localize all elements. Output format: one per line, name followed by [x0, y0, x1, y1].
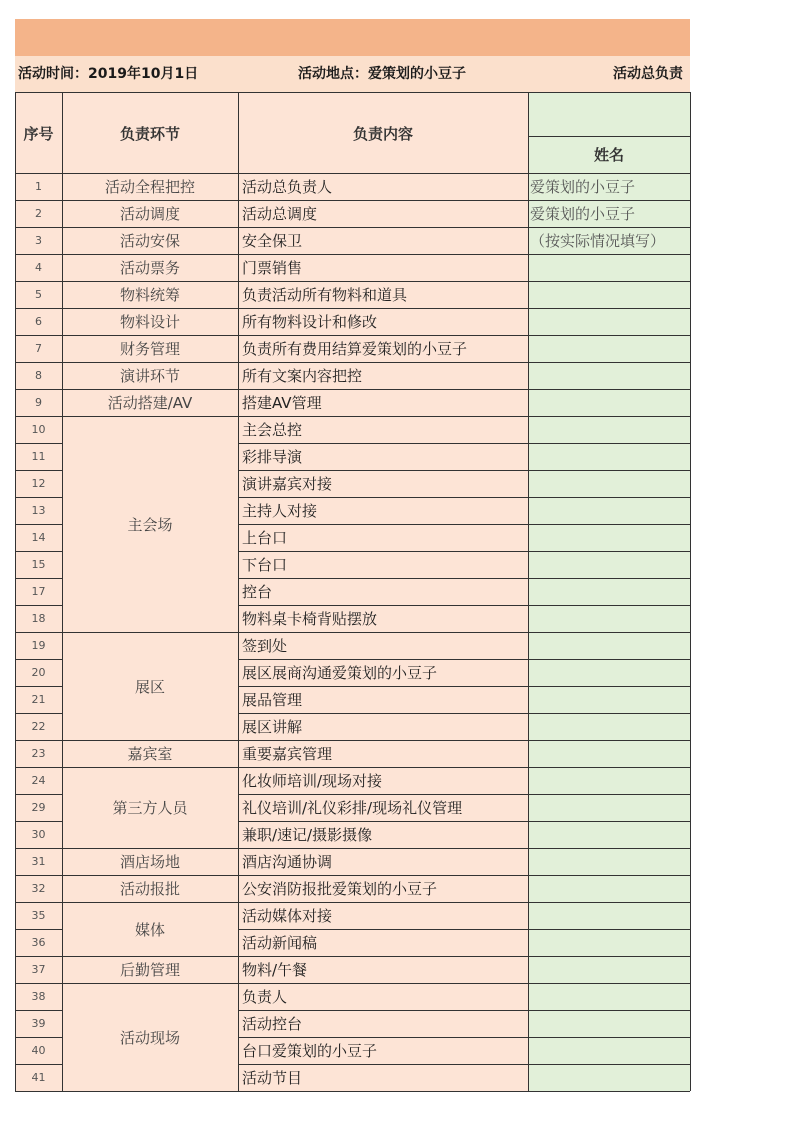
grid-vline: [528, 92, 529, 1091]
row-name-cell[interactable]: [528, 308, 690, 335]
grid-hline: [15, 686, 62, 687]
row-content: 所有物料设计和修改: [238, 308, 528, 335]
row-name-cell[interactable]: [528, 767, 690, 794]
row-content: 展区讲解: [238, 713, 528, 740]
grid-hline: [238, 902, 690, 903]
grid-hline: [15, 281, 62, 282]
grid-hline: [15, 740, 62, 741]
section-cell: 活动全程把控: [62, 173, 238, 200]
row-number: 22: [15, 713, 62, 740]
row-name-cell[interactable]: [528, 929, 690, 956]
grid-hline: [62, 956, 238, 957]
row-number: 4: [15, 254, 62, 281]
grid-hline: [238, 497, 690, 498]
grid-hline: [15, 767, 62, 768]
row-name-cell[interactable]: [528, 1010, 690, 1037]
grid-hline: [62, 200, 238, 201]
grid-hline: [62, 227, 238, 228]
row-number: 39: [15, 1010, 62, 1037]
row-name-cell[interactable]: [528, 362, 690, 389]
grid-vline: [62, 92, 63, 1091]
row-content: 门票销售: [238, 254, 528, 281]
header-index: 序号: [15, 93, 62, 173]
grid-hline: [62, 254, 238, 255]
grid-hline: [15, 308, 62, 309]
row-number: 14: [15, 524, 62, 551]
section-cell: 演讲环节: [62, 362, 238, 389]
activity-owner-label: 活动总负责: [613, 66, 683, 82]
row-content: 活动媒体对接: [238, 902, 528, 929]
row-name-cell[interactable]: [528, 983, 690, 1010]
grid-hline: [15, 389, 62, 390]
grid-hline: [15, 902, 62, 903]
row-name-cell[interactable]: [528, 821, 690, 848]
row-number: 18: [15, 605, 62, 632]
row-number: 29: [15, 794, 62, 821]
grid-hline: [15, 794, 62, 795]
activity-time: 活动时间：2019年10月1日: [18, 66, 199, 82]
row-name-cell[interactable]: [528, 281, 690, 308]
row-content: 酒店沟通协调: [238, 848, 528, 875]
grid-hline: [238, 767, 690, 768]
row-number: 38: [15, 983, 62, 1010]
grid-hline: [62, 335, 238, 336]
grid-hline: [238, 794, 690, 795]
grid-hline: [15, 578, 62, 579]
row-number: 20: [15, 659, 62, 686]
row-name-cell[interactable]: [528, 1037, 690, 1064]
row-content: 控台: [238, 578, 528, 605]
row-name-cell[interactable]: 爱策划的小豆子: [528, 200, 690, 227]
section-cell: 主会场: [62, 416, 238, 632]
section-cell: 第三方人员: [62, 767, 238, 848]
grid-hline: [238, 443, 690, 444]
grid-hline: [238, 983, 690, 984]
row-number: 24: [15, 767, 62, 794]
row-content: 重要嘉宾管理: [238, 740, 528, 767]
section-cell: 酒店场地: [62, 848, 238, 875]
row-content: 活动总负责人: [238, 173, 528, 200]
row-content: 活动节目: [238, 1064, 528, 1091]
grid-hline: [238, 362, 690, 363]
grid-hline: [238, 227, 690, 228]
grid-hline: [238, 929, 690, 930]
row-name-cell[interactable]: [528, 497, 690, 524]
row-number: 17: [15, 578, 62, 605]
row-number: 19: [15, 632, 62, 659]
row-number: 30: [15, 821, 62, 848]
row-content: 活动总调度: [238, 200, 528, 227]
grid-hline: [15, 416, 62, 417]
row-number: 9: [15, 389, 62, 416]
grid-hline: [238, 875, 690, 876]
row-name-cell[interactable]: [528, 335, 690, 362]
grid-vline: [690, 92, 691, 1091]
grid-hline: [15, 443, 62, 444]
row-content: 礼仪培训/礼仪彩排/现场礼仪管理: [238, 794, 528, 821]
grid-hline: [62, 767, 238, 768]
row-number: 8: [15, 362, 62, 389]
row-name-cell[interactable]: [528, 956, 690, 983]
grid-hline: [238, 254, 690, 255]
grid-hline: [238, 308, 690, 309]
grid-hline: [238, 200, 690, 201]
grid-hline: [15, 470, 62, 471]
grid-hline: [15, 524, 62, 525]
grid-hline: [62, 848, 238, 849]
grid-hline: [238, 335, 690, 336]
row-content: 负责人: [238, 983, 528, 1010]
row-name-cell[interactable]: [528, 605, 690, 632]
row-number: 1: [15, 173, 62, 200]
row-name-cell[interactable]: [528, 794, 690, 821]
section-cell: 活动报批: [62, 875, 238, 902]
grid-hline: [238, 740, 690, 741]
row-name-cell[interactable]: [528, 902, 690, 929]
grid-hline: [62, 632, 238, 633]
row-content: 彩排导演: [238, 443, 528, 470]
row-name-cell[interactable]: [528, 524, 690, 551]
grid-hline: [238, 551, 690, 552]
info-row: [15, 56, 690, 93]
row-number: 21: [15, 686, 62, 713]
grid-hline: [15, 632, 62, 633]
grid-hline: [238, 605, 690, 606]
row-content: 所有文案内容把控: [238, 362, 528, 389]
grid-hline: [15, 227, 62, 228]
row-content: 安全保卫: [238, 227, 528, 254]
grid-hline: [15, 713, 62, 714]
row-name-cell[interactable]: [528, 848, 690, 875]
header-bottom-line: [15, 173, 690, 174]
row-number: 7: [15, 335, 62, 362]
row-name-cell[interactable]: [528, 875, 690, 902]
grid-hline: [238, 1037, 690, 1038]
grid-hline: [62, 281, 238, 282]
grid-hline: [238, 578, 690, 579]
row-number: 36: [15, 929, 62, 956]
row-number: 11: [15, 443, 62, 470]
row-name-cell[interactable]: [528, 578, 690, 605]
section-cell: 活动安保: [62, 227, 238, 254]
grid-hline: [62, 740, 238, 741]
section-cell: 活动搭建/AV: [62, 389, 238, 416]
section-cell: 财务管理: [62, 335, 238, 362]
row-name-cell[interactable]: [528, 713, 690, 740]
grid-hline: [15, 929, 62, 930]
row-content: 签到处: [238, 632, 528, 659]
grid-hline: [62, 416, 238, 417]
grid-hline: [238, 632, 690, 633]
row-name-cell[interactable]: [528, 659, 690, 686]
grid-hline: [62, 308, 238, 309]
row-number: 37: [15, 956, 62, 983]
row-content: 主持人对接: [238, 497, 528, 524]
section-cell: 物料统筹: [62, 281, 238, 308]
title-band: [15, 19, 690, 56]
grid-hline: [238, 470, 690, 471]
row-number: 15: [15, 551, 62, 578]
row-content: 演讲嘉宾对接: [238, 470, 528, 497]
row-content: 负责所有费用结算爱策划的小豆子: [238, 335, 528, 362]
row-number: 32: [15, 875, 62, 902]
row-name-cell[interactable]: （按实际情况填写）: [528, 227, 690, 254]
row-name-cell[interactable]: [528, 254, 690, 281]
grid-hline: [15, 1037, 62, 1038]
grid-hline: [238, 1010, 690, 1011]
grid-hline: [238, 1091, 690, 1092]
row-name-cell[interactable]: [528, 443, 690, 470]
row-name-cell[interactable]: 爱策划的小豆子: [528, 173, 690, 200]
grid-hline: [15, 1091, 62, 1092]
grid-hline: [238, 956, 690, 957]
grid-hline: [15, 200, 62, 201]
grid-hline: [238, 848, 690, 849]
grid-hline: [238, 686, 690, 687]
header-name-group: [528, 93, 690, 136]
section-cell: 活动调度: [62, 200, 238, 227]
row-number: 6: [15, 308, 62, 335]
grid-hline: [62, 983, 238, 984]
section-cell: 物料设计: [62, 308, 238, 335]
row-name-cell[interactable]: [528, 1064, 690, 1091]
row-content: 展品管理: [238, 686, 528, 713]
row-content: 活动新闻稿: [238, 929, 528, 956]
row-number: 23: [15, 740, 62, 767]
row-name-cell[interactable]: [528, 551, 690, 578]
grid-hline: [15, 848, 62, 849]
grid-hline: [15, 875, 62, 876]
row-content: 上台口: [238, 524, 528, 551]
section-cell: 后勤管理: [62, 956, 238, 983]
grid-hline: [238, 1064, 690, 1065]
grid-hline: [238, 713, 690, 714]
grid-hline: [15, 254, 62, 255]
grid-hline: [15, 821, 62, 822]
header-section: 负责环节: [62, 93, 238, 173]
row-number: 41: [15, 1064, 62, 1091]
row-content: 搭建AV管理: [238, 389, 528, 416]
grid-hline: [15, 605, 62, 606]
grid-hline: [62, 875, 238, 876]
grid-hline: [15, 659, 62, 660]
row-number: 12: [15, 470, 62, 497]
header-name-divider: [528, 136, 690, 137]
grid-hline: [62, 389, 238, 390]
grid-hline: [62, 902, 238, 903]
row-name-cell[interactable]: [528, 632, 690, 659]
grid-hline: [15, 362, 62, 363]
row-number: 13: [15, 497, 62, 524]
row-number: 40: [15, 1037, 62, 1064]
row-number: 5: [15, 281, 62, 308]
row-name-cell[interactable]: [528, 740, 690, 767]
grid-hline: [238, 659, 690, 660]
row-content: 化妆师培训/现场对接: [238, 767, 528, 794]
row-number: 35: [15, 902, 62, 929]
row-content: 兼职/速记/摄影摄像: [238, 821, 528, 848]
section-cell: 活动票务: [62, 254, 238, 281]
row-content: 下台口: [238, 551, 528, 578]
grid-hline: [15, 956, 62, 957]
grid-vline: [15, 92, 16, 1091]
section-cell: 展区: [62, 632, 238, 740]
grid-hline: [15, 551, 62, 552]
grid-hline: [238, 524, 690, 525]
grid-hline: [15, 335, 62, 336]
row-number: 3: [15, 227, 62, 254]
grid-hline: [15, 1064, 62, 1065]
row-content: 活动控台: [238, 1010, 528, 1037]
row-content: 主会总控: [238, 416, 528, 443]
row-content: 负责活动所有物料和道具: [238, 281, 528, 308]
header-content: 负责内容: [238, 93, 528, 173]
section-cell: 嘉宾室: [62, 740, 238, 767]
row-name-cell[interactable]: [528, 470, 690, 497]
row-name-cell[interactable]: [528, 389, 690, 416]
section-cell: 活动现场: [62, 983, 238, 1091]
row-content: 公安消防报批爱策划的小豆子: [238, 875, 528, 902]
grid-vline: [238, 92, 239, 1091]
row-content: 物料桌卡椅背贴摆放: [238, 605, 528, 632]
grid-hline: [15, 497, 62, 498]
grid-hline: [238, 416, 690, 417]
row-number: 10: [15, 416, 62, 443]
row-content: 展区展商沟通爱策划的小豆子: [238, 659, 528, 686]
row-content: 台口爱策划的小豆子: [238, 1037, 528, 1064]
grid-hline: [62, 362, 238, 363]
row-name-cell[interactable]: [528, 416, 690, 443]
header-name: 姓名: [528, 136, 690, 173]
activity-place: 活动地点：爱策划的小豆子: [298, 66, 466, 82]
grid-hline: [238, 281, 690, 282]
grid-hline: [15, 983, 62, 984]
row-number: 31: [15, 848, 62, 875]
grid-hline: [15, 1010, 62, 1011]
row-name-cell[interactable]: [528, 686, 690, 713]
row-number: 2: [15, 200, 62, 227]
grid-hline: [238, 389, 690, 390]
section-cell: 媒体: [62, 902, 238, 956]
grid-hline: [238, 821, 690, 822]
grid-hline: [62, 1091, 238, 1092]
header-top-line: [15, 92, 690, 93]
row-content: 物料/午餐: [238, 956, 528, 983]
